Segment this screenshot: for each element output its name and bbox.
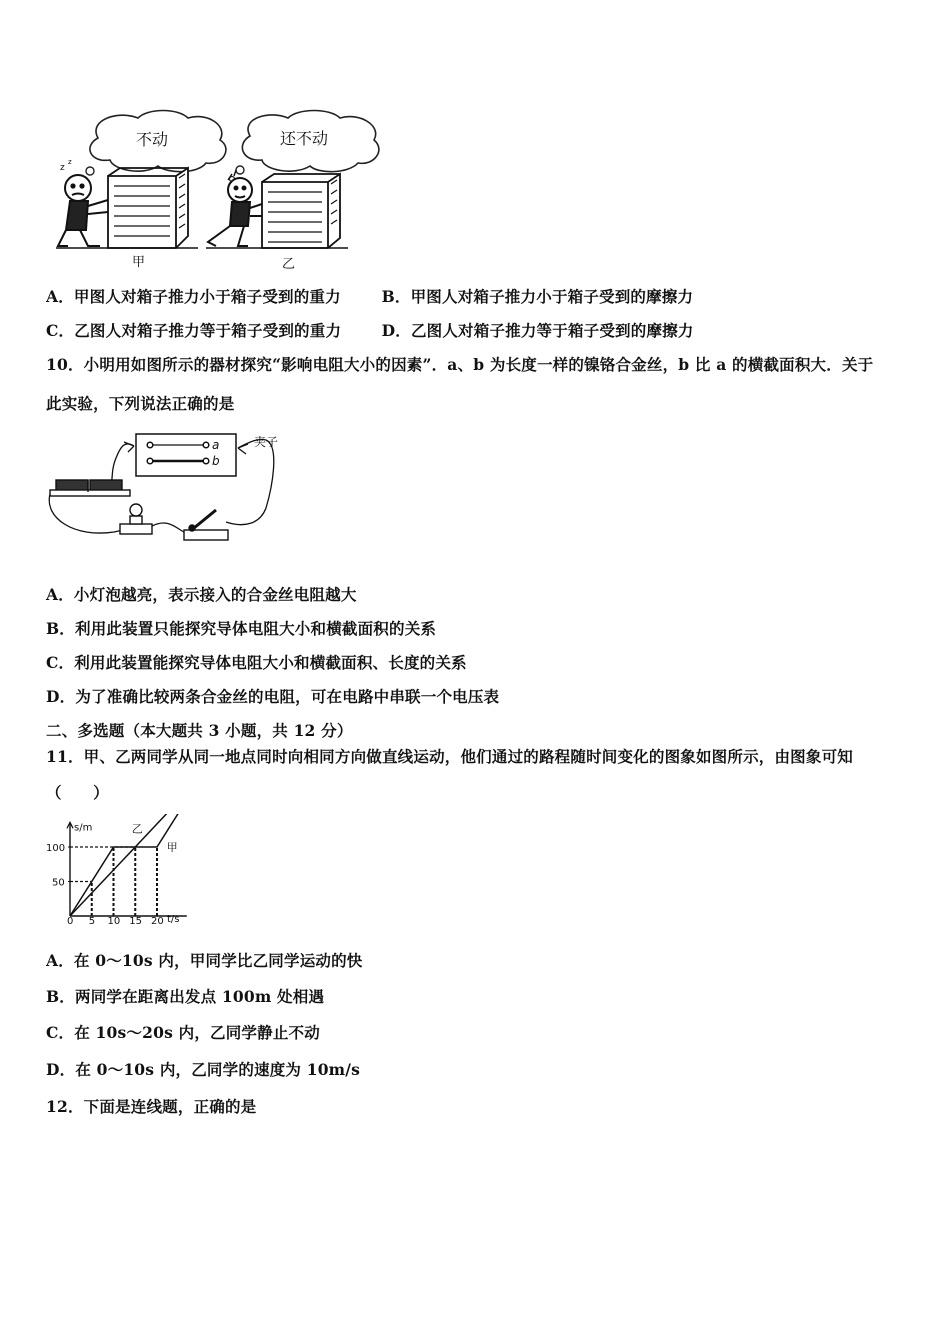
bulb-icon xyxy=(120,504,152,534)
q11-option-b[interactable]: B．两同学在距离出发点 100m 处相遇 xyxy=(46,987,325,1006)
q10-stem-line-1: 10．小明用如图所示的器材探究“影响电阻大小的因素”．a、b 为长度一样的镍铬合金丝，b 比 a 的横截面积大．关于 xyxy=(46,355,874,374)
label-clip: 夹子 xyxy=(254,435,279,449)
q9-options-row-1 xyxy=(46,285,693,307)
distance-time-chart xyxy=(44,814,204,926)
q10-option-d[interactable]: D．为了准确比较两条合金丝的电阻，可在电路中串联一个电压表 xyxy=(46,687,500,706)
svg-text:z: z xyxy=(68,158,72,166)
x-tick-label: 20 xyxy=(151,916,164,926)
q9-option-c[interactable]: C．乙图人对箱子推力等于箱子受到的重力 xyxy=(46,321,342,340)
y-axis-label: s/m xyxy=(74,822,93,834)
y-tick-label: 100 xyxy=(46,843,66,854)
q9-option-a[interactable]: A．甲图人对箱子推力小于箱子受到的重力 xyxy=(46,287,341,306)
x-tick-label: 10 xyxy=(107,916,121,926)
person-right-icon xyxy=(208,170,262,246)
q11-stem-line-1: 11．甲、乙两同学从同一地点同时向相同方向做直线运动，他们通过的路程随时间变化的图象如图所示，由图象可知 xyxy=(46,747,853,766)
series-label-jia: 甲 xyxy=(166,841,178,854)
y-tick-label: 50 xyxy=(52,877,65,889)
x-tick-label: 0 xyxy=(67,916,74,926)
box-right-icon xyxy=(262,174,340,248)
q10-option-b[interactable]: B．利用此装置只能探究导体电阻大小和横截面积的关系 xyxy=(46,619,437,638)
q10-option-a[interactable]: A．小灯泡越亮，表示接入的合金丝电阻越大 xyxy=(46,585,357,604)
wire-board xyxy=(136,434,236,476)
push-box-figure xyxy=(48,108,388,273)
q11-option-d[interactable]: D．在 0～10s 内，乙同学的速度为 10m/s xyxy=(46,1060,361,1079)
q10-stem-line-2: 此实验，下列说法正确的是 xyxy=(46,394,235,413)
q11-option-a[interactable]: A．在 0～10s 内，甲同学比乙同学运动的快 xyxy=(46,951,363,970)
bubble-left-text: 不动 xyxy=(136,130,169,149)
label-b: b xyxy=(212,454,220,468)
q10-option-c[interactable]: C．利用此装置能探究导体电阻大小和横截面积、长度的关系 xyxy=(46,653,467,672)
q9-option-d[interactable]: D．乙图人对箱子推力等于箱子受到的摩擦力 xyxy=(381,321,694,340)
x-tick-label: 15 xyxy=(129,916,142,926)
person-left-icon xyxy=(58,158,108,246)
svg-text:z: z xyxy=(60,163,65,173)
label-a: a xyxy=(212,438,220,452)
q11-stem-line-2: （ ） xyxy=(46,783,109,802)
label-right: 乙 xyxy=(282,257,296,272)
x-tick-label: 5 xyxy=(88,916,96,926)
circuit-figure xyxy=(44,428,304,553)
x-axis-label: t/s xyxy=(167,914,180,925)
q11-option-c[interactable]: C．在 10s～20s 内，乙同学静止不动 xyxy=(46,1023,320,1042)
box-left-icon xyxy=(108,168,188,248)
q9-option-b[interactable]: B．甲图人对箱子推力小于箱子受到的摩擦力 xyxy=(381,287,694,306)
battery-icon xyxy=(50,480,130,496)
bubble-right-text: 还不动 xyxy=(280,129,329,148)
q12-stem: 12．下面是连线题，正确的是 xyxy=(46,1097,257,1116)
switch-icon xyxy=(184,510,228,540)
series-label-yi: 乙 xyxy=(131,822,143,836)
section-heading: 二、多选题（本大题共 3 小题，共 12 分） xyxy=(46,721,353,740)
q9-options-row-2 xyxy=(46,319,694,341)
label-left: 甲 xyxy=(132,255,146,270)
